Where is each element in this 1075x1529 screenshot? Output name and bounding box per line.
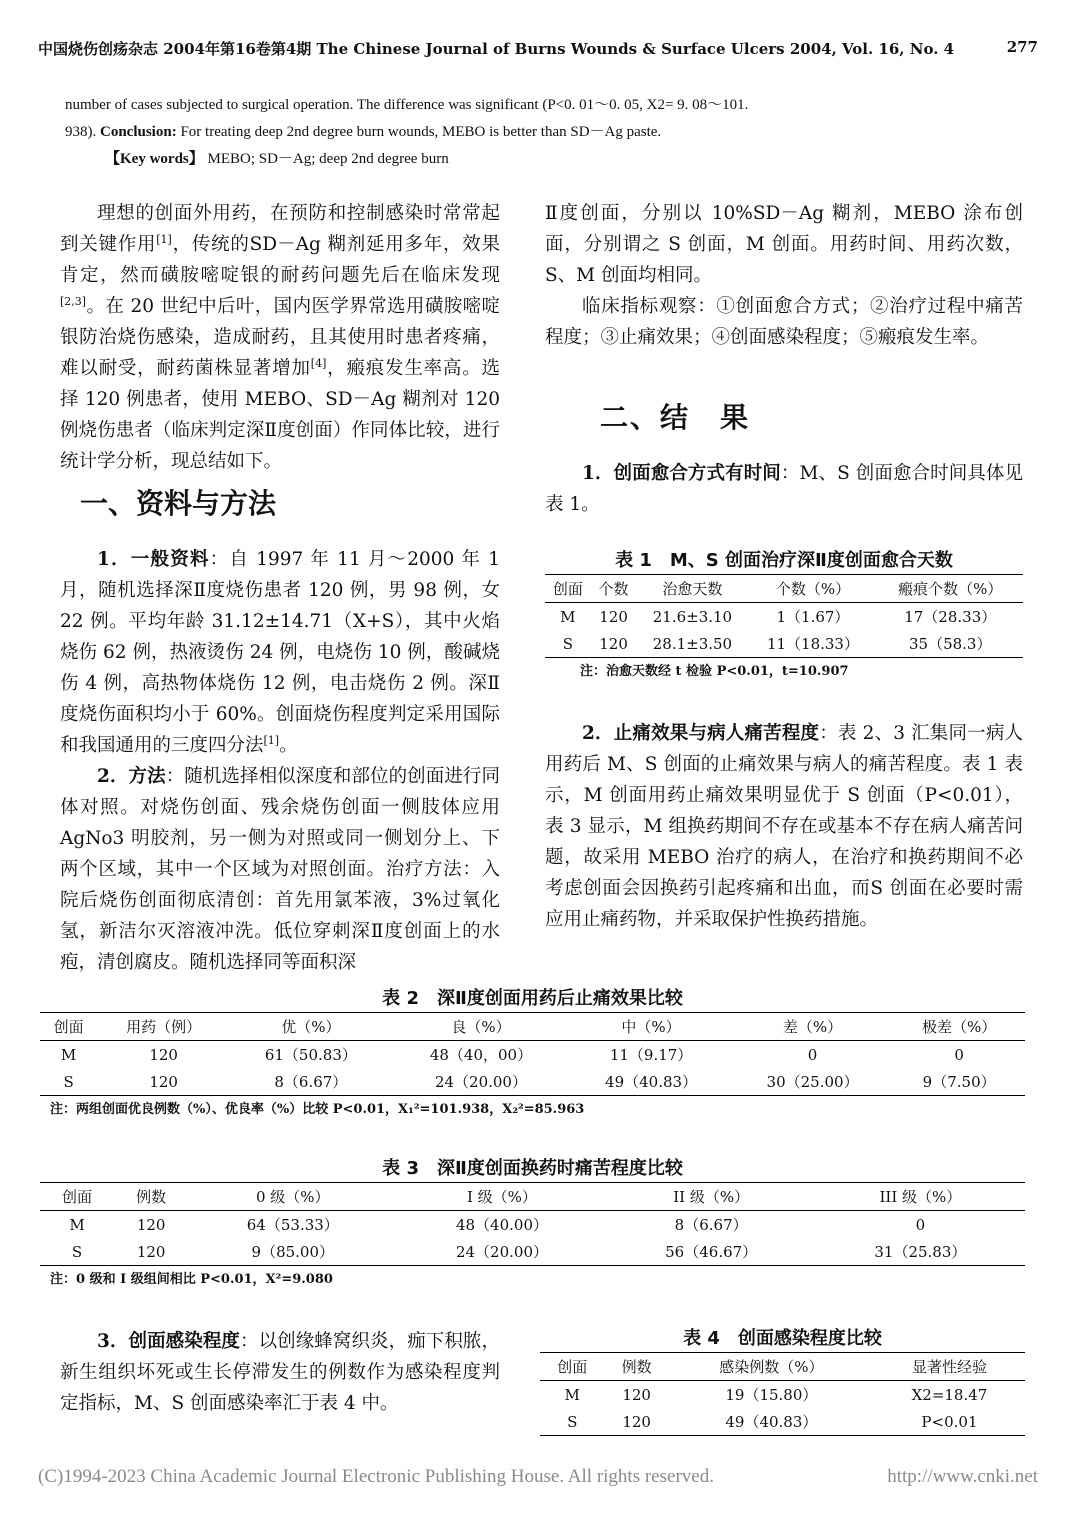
method-continued: Ⅱ度创面，分别以 10%SD－Ag 糊剂，MEBO 涂布创面，分别谓之 S 创面，M 创面。用药时间、用药次数，S、M 创面均相同。 xyxy=(545,203,1023,286)
table-1-caption: 表 1 M、S 创面治疗深Ⅱ度创面愈合天数 xyxy=(615,550,953,571)
results-1-paragraph: 1．创面愈合方式有时间：M、S 创面愈合时间具体见表 1。 xyxy=(545,463,1023,515)
abstract-line-2: 938). Conclusion: For treating deep 2nd degree burn wounds, MEBO is better than SD－Ag paste. xyxy=(65,124,662,140)
table-3-note: 注：0 级和 I 级组间相比 P<0.01，X²=9.080 xyxy=(50,1272,333,1287)
results-2-paragraph: 2．止痛效果与病人痛苦程度：表 2、3 汇集同一病人用药后 M、S 创面的止痛效果与病人的痛苦程度。表 1 表示，M 创面用药止痛效果明显优于 S 创面（P<0.01），表 3 显示，M 组换药期间不存在或基本不存在病人痛苦问题，故采用 MEBO 治疗的病人，在治疗和换药期间不必考虑创面会因换药引起疼痛和出血，而S 创面在必要时需应用止痛药物，并采取保护性换药措施。 xyxy=(545,723,1023,930)
table-row: M 120 19（15.80） X2=18.47 xyxy=(564,1385,988,1404)
right-column-top xyxy=(545,198,1023,353)
citation: [2,3] xyxy=(60,294,87,308)
table-row: M 120 61（50.83） 48（40，00） 11（9.17） 0 0 xyxy=(60,1045,964,1064)
conclusion-label: Conclusion: xyxy=(100,124,177,140)
running-header xyxy=(38,38,1038,62)
table-3-caption: 表 3 深Ⅱ度创面换药时痛苦程度比较 xyxy=(382,1158,683,1179)
table-2: 表 2 深Ⅱ度创面用药后止痛效果比较 创面 用药（例） 优（%） 良（%） 中（%） 差（%） 极差（%） M 120 61（50.83） 48（40，00） 11（9.17） 0 0 S 120 8（6.67） 24（20.00） 49（40.83） 30（25.00） 9（7.50） 注：两组创面优良例数（%）、优良率（%）比较 P<0.01，X₁²=101.938，X₂²=85.963 xyxy=(40,986,1025,1120)
abstract-tail xyxy=(65,92,1015,173)
table-4: 表 4 创面感染程度比较 创面 例数 感染例数（%） 显著性经验 M 120 19（15.80） X2=18.47 S 120 49（40.83） P<0.01 xyxy=(540,1326,1025,1436)
table-row: S 120 49（40.83） P<0.01 xyxy=(540,1408,1025,1436)
table-row: S 120 28.1±3.50 11（18.33） 35（58.3） xyxy=(545,630,1023,658)
page-number: 277 xyxy=(1006,38,1038,56)
table-row: S 120 9（85.00） 24（20.00） 56（46.67） 31（25.83） xyxy=(40,1238,1025,1266)
method-paragraph: 2．方法：随机选择相似深度和部位的创面进行同体对照。对烧伤创面、残余烧伤创面一侧肢体应用 AgNo3 明胶剂，另一侧为对照或同一侧划分上、下两个区域，其中一个区域为对照创面。治疗方法：入院后烧伤创面彻底清创：首先用氯苯液，3%过氧化氢，新洁尔灭溶液冲洗。低位穿刺深Ⅱ度创面上的水疱，清创腐皮。随机选择同等面积深 xyxy=(60,766,500,973)
table-1-note: 注：治愈天数经 t 检验 P<0.01，t=10.907 xyxy=(580,664,849,679)
intro-paragraph: 理想的创面外用药，在预防和控制感染时常常起到关键作用[1]，传统的SD－Ag 糊剂延用多年，效果肯定，然而磺胺嘧啶银的耐药问题先后在临床发现[2,3]。在 20 世纪中后叶，国内医学界常选用磺胺嘧啶银防治烧伤感染，造成耐药，且其使用时患者疼痛，难以耐受，耐药菌株显著增加[4]，瘢痕发生率高。选择 120 例患者，使用 MEBO、SD－Ag 糊剂对 120 例烧伤患者（临床判定深Ⅱ度创面）作同体比较，进行统计学分析，现总结如下。 xyxy=(60,203,500,472)
table-row: S 120 8（6.67） 24（20.00） 49（40.83） 30（25.00） 9（7.50） xyxy=(40,1068,1025,1096)
clinical-indicators: 临床指标观察：①创面愈合方式；②治疗过程中痛苦程度；③止痛效果；④创面感染程度；⑤瘢痕发生率。 xyxy=(545,296,1023,348)
infection-paragraph: 3．创面感染程度：以创缘蜂窝织炎，痂下积脓，新生组织坏死或生长停滞发生的例数作为感染程度判定指标，M、S 创面感染率汇于表 4 中。 xyxy=(60,1331,500,1414)
table-row: M 120 64（53.33） 48（40.00） 8（6.67） 0 xyxy=(69,1215,926,1234)
abstract-line-1: number of cases subjected to surgical operation. The difference was significant (P<0. 01～0. 05, X2= 9. 08～101. xyxy=(65,97,749,113)
general-data-paragraph: 1．一般资料：自 1997 年 11 月～2000 年 1 月，随机选择深Ⅱ度烧伤患者 120 例，男 98 例，女 22 例。平均年龄 31.12±14.71（X+S），其中火焰烧伤 62 例，热液烫伤 24 例，电烧伤 10 例，酸碱烧伤 4 例，高热物体烧伤 12 例，电击烧伤 2 例。深Ⅱ度烧伤面积均小于 60%。创面烧伤程度判定采用国际和我国通用的三度四分法[1]。 xyxy=(60,549,501,756)
table-4-caption: 表 4 创面感染程度比较 xyxy=(683,1328,882,1349)
copyright-footer xyxy=(38,1466,1038,1494)
citation: [1] xyxy=(156,232,172,246)
citation: [1] xyxy=(263,733,280,747)
table-2-note: 注：两组创面优良例数（%）、优良率（%）比较 P<0.01，X₁²=101.938，X₂²=85.963 xyxy=(50,1102,585,1117)
section-heading-results: 二、结 果 xyxy=(600,401,751,434)
journal-title: 中国烧伤创疡杂志 2004年第16卷第4期 The Chinese Journal of Burns Wounds & Surface Ulcers 2004, Vol. 16, No. 4 xyxy=(38,40,955,58)
table-3: 表 3 深Ⅱ度创面换药时痛苦程度比较 创面 例数 0 级（%） I 级（%） II 级（%） III 级（%） M 120 64（53.33） 48（40.00） 8（6.67） 0 S 120 9（85.00） 24（20.00） 56（46.67） 31（25.83） 注：0 级和 I 级组间相比 P<0.01，X²=9.080 xyxy=(40,1156,1025,1290)
section-heading-methods: 一、资料与方法 xyxy=(80,487,277,520)
citation: [4] xyxy=(310,356,327,370)
copyright-text: (C)1994-2023 China Academic Journal Electronic Publishing House. All rights reserved. xyxy=(38,1466,714,1487)
footer-url: http://www.cnki.net xyxy=(887,1466,1038,1487)
keywords: 【Key words】 MEBO; SD－Ag; deep 2nd degree burn xyxy=(105,151,449,167)
table-1: 表 1 M、S 创面治疗深Ⅱ度创面愈合天数 创面 个数 治愈天数 个数（%） 瘢痕个数（%） M 120 21.6±3.10 1（1.67） 17（28.33） S 120 28.1±3.50 11（18.33） 35（58.3） 注：治愈天数经 t 检验 P<0.01，t=10.907 xyxy=(545,548,1023,682)
methods-body xyxy=(60,544,500,978)
table-2-caption: 表 2 深Ⅱ度创面用药后止痛效果比较 xyxy=(382,988,683,1009)
table-row: M 120 21.6±3.10 1（1.67） 17（28.33） xyxy=(560,607,997,626)
